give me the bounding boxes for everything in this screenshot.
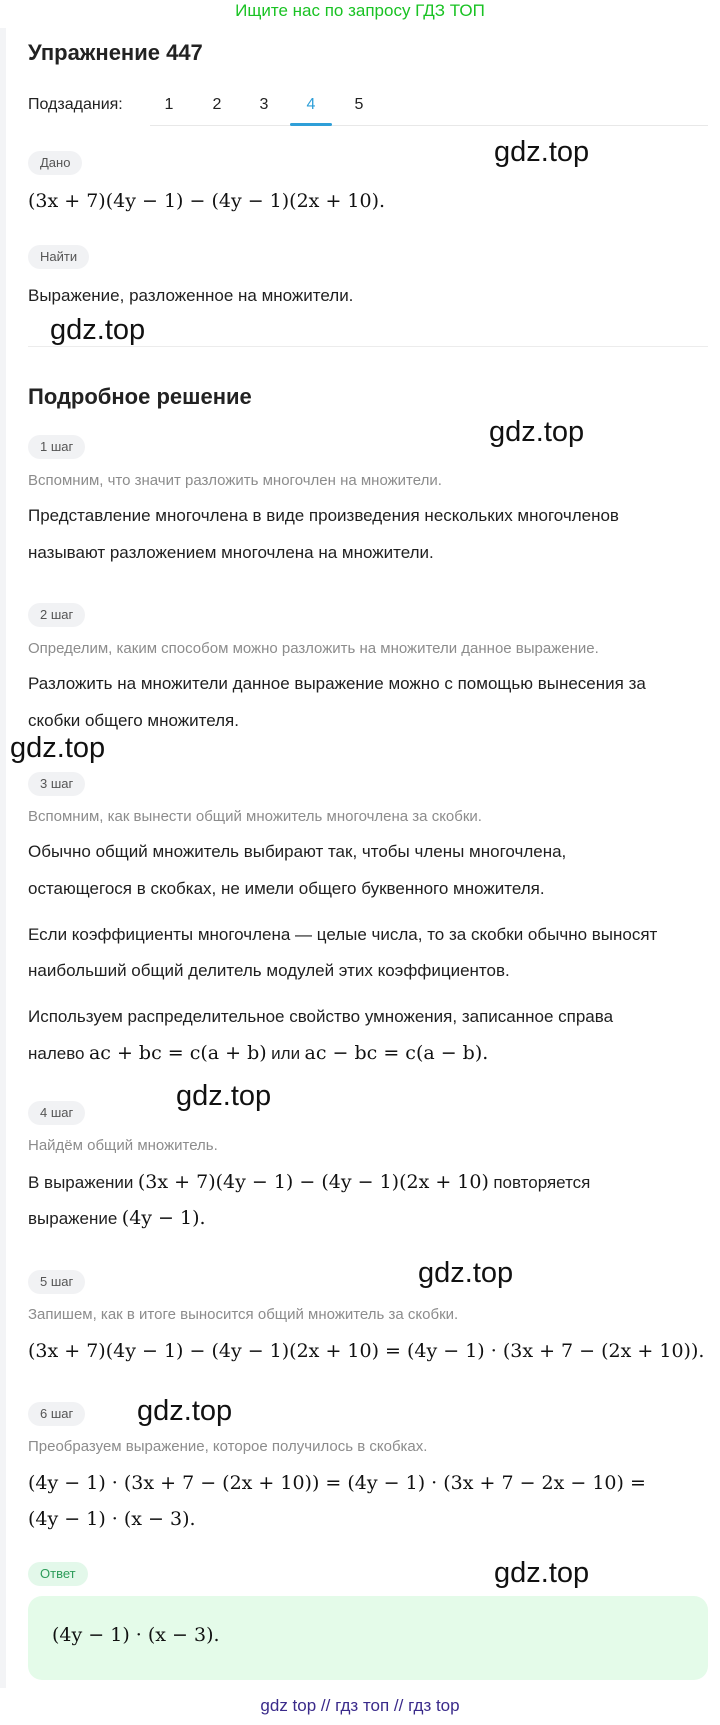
tab-subtask-3[interactable]: 3 xyxy=(259,96,269,113)
tab-subtask-1[interactable]: 1 xyxy=(164,96,174,113)
step-3-label: 3 шаг xyxy=(28,772,85,796)
step-4-prefix: В выражении xyxy=(28,1173,134,1192)
given-label: Дано xyxy=(28,151,82,175)
watermark: gdz.top xyxy=(176,1080,272,1112)
step-3-formula-1: ac + bc = c(a + b) xyxy=(88,1042,267,1064)
step-2-hint: Определим, каким способом можно разложить на множители данное выражение. xyxy=(28,640,599,657)
find-label: Найти xyxy=(28,245,89,269)
watermark: gdz.top xyxy=(10,732,106,764)
step-4-suffix: повторяется xyxy=(493,1173,591,1192)
step-4-expression: (3x + 7)(4y − 1) − (4y − 1)(2x + 10) xyxy=(137,1171,489,1193)
step-2-line-2: скобки общего множителя. xyxy=(28,711,239,730)
watermark: gdz.top xyxy=(494,136,590,168)
solution-title: Подробное решение xyxy=(28,384,252,409)
step-1-hint: Вспомним, что значит разложить многочлен на множители. xyxy=(28,472,442,489)
step-3-hint: Вспомним, как вынести общий множитель многочлена за скобки. xyxy=(28,808,482,825)
step-4-hint: Найдём общий множитель. xyxy=(28,1137,218,1154)
step-3-p3-line-2 xyxy=(28,1036,488,1072)
step-5-hint: Запишем, как в итоге выносится общий множитель за скобки. xyxy=(28,1306,459,1323)
step-4-line-2-prefix: выражение xyxy=(28,1209,118,1228)
step-4-label: 4 шаг xyxy=(28,1101,85,1125)
step-3-mid: или xyxy=(271,1044,301,1063)
left-rule xyxy=(0,28,6,1688)
watermark: gdz.top xyxy=(489,416,585,448)
answer-box xyxy=(28,1596,708,1680)
watermark: gdz.top xyxy=(50,314,146,346)
watermark: gdz.top xyxy=(137,1395,233,1427)
step-1-line-2: называют разложением многочлена на множители. xyxy=(28,543,434,562)
subtasks-label: Подзадания: xyxy=(28,96,123,113)
step-4-line-2 xyxy=(28,1201,206,1237)
step-2-label: 2 шаг xyxy=(28,603,85,627)
watermark: gdz.top xyxy=(494,1557,590,1589)
answer-label: Ответ xyxy=(28,1562,88,1586)
step-3-p1-line-1: Обычно общий множитель выбирают так, чтобы члены многочлена, xyxy=(28,842,567,861)
step-4-line-2-expression: (4y − 1). xyxy=(121,1207,206,1229)
footer-links[interactable]: gdz top // гдз топ // гдз top xyxy=(260,1696,460,1715)
step-3-p1-line-2: остающегося в скобках, не имели общего буквенного множителя. xyxy=(28,879,545,898)
step-3-p2-line-1: Если коэффициенты многочлена — целые числа, то за скобки обычно выносят xyxy=(28,925,658,944)
tab-subtask-2[interactable]: 2 xyxy=(212,96,222,113)
tab-subtask-4[interactable]: 4 xyxy=(306,96,316,113)
find-text: Выражение, разложенное на множители. xyxy=(28,286,354,305)
step-3-prefix: налево xyxy=(28,1044,85,1063)
step-6-hint: Преобразуем выражение, которое получилось в скобках. xyxy=(28,1438,428,1455)
step-6-expression-2: (4y − 1) · (x − 3). xyxy=(28,1508,196,1530)
active-tab-indicator xyxy=(290,123,332,126)
step-5-expression: (3x + 7)(4y − 1) − (4y − 1)(2x + 10) = (4y − 1) · (3x + 7 − (2x + 10)). xyxy=(28,1340,705,1362)
tabs-baseline xyxy=(150,125,708,126)
step-1-line-1: Представление многочлена в виде произведения нескольких многочленов xyxy=(28,506,619,525)
step-4-line-1 xyxy=(28,1165,590,1201)
step-6-label: 6 шаг xyxy=(28,1402,85,1426)
top-banner[interactable]: Ищите нас по запросу ГДЗ ТОП xyxy=(235,1,485,20)
step-1-label: 1 шаг xyxy=(28,435,85,459)
step-3-p2-line-2: наибольший общий делитель модулей этих коэффициентов. xyxy=(28,961,510,980)
tab-subtask-5[interactable]: 5 xyxy=(354,96,364,113)
answer-expression: (4y − 1) · (x − 3). xyxy=(52,1624,220,1646)
step-6-expression-1: (4y − 1) · (3x + 7 − (2x + 10)) = (4y − 1) · (3x + 7 − 2x − 10) = xyxy=(28,1472,646,1494)
step-3-formula-2: ac − bc = c(a − b). xyxy=(304,1042,489,1064)
page-title: Упражнение 447 xyxy=(28,40,203,65)
given-expression: (3x + 7)(4y − 1) − (4y − 1)(2x + 10). xyxy=(28,190,386,212)
step-5-label: 5 шаг xyxy=(28,1270,85,1294)
step-3-p3-line-1: Используем распределительное свойство умножения, записанное справа xyxy=(28,1007,614,1026)
watermark: gdz.top xyxy=(418,1257,514,1289)
step-2-line-1: Разложить на множители данное выражение можно с помощью вынесения за xyxy=(28,674,646,693)
